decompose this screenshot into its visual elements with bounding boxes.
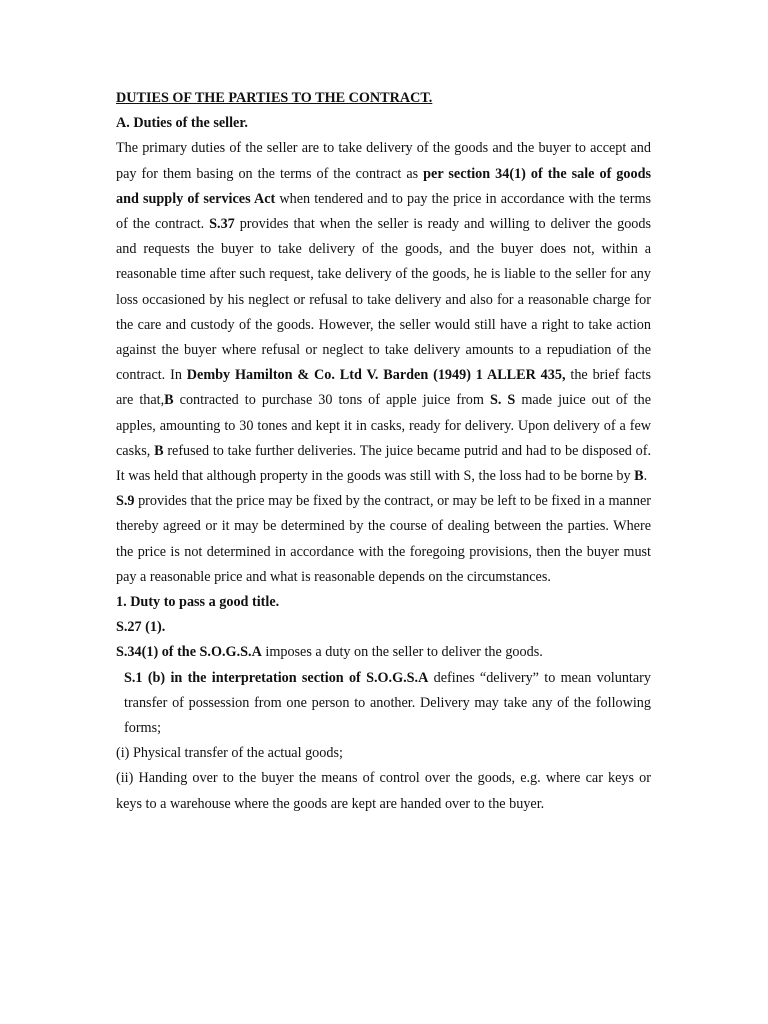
- paragraph-price: S.9 provides that the price may be fixed by the contract, or may be left to be fixed in a manner thereby agreed or it may be determined by the course of dealing between the parties. Where the price is not determined in accordance with the foregoing provisions, then the buyer must pay a reasonable price and what is reasonable depends on the circumstances.: [116, 493, 652, 585]
- paragraph-delivery-definition: S.1 (b) in the interpretation section of S.O.G.S.A defines “delivery” to mean voluntary transfer of possession from one person to another. Delivery may take any of the following forms;: [124, 669, 651, 737]
- section-ref-s27: S.27 (1).: [116, 619, 166, 636]
- delivery-form-1: (i) Physical transfer of the actual goods;: [116, 745, 343, 762]
- paragraph-deliver: S.34(1) of the S.O.G.S.A imposes a duty on the seller to deliver the goods.: [116, 644, 543, 661]
- document-title: DUTIES OF THE PARTIES TO THE CONTRACT.: [116, 90, 433, 106]
- paragraph-seller-duties: The primary duties of the seller are to take delivery of the goods and the buyer to accept and pay for them basing on the terms of the contract as per section 34(1) of the sale of goods and supply of services Act when tendered and to pay the price in accordance with the terms of the contract. S.37 provides that when the seller is ready and willing to deliver the goods and requests the buyer to take delivery of the goods, and the buyer does not, within a reasonable time after such request, take delivery of the goods, he is liable to the seller for any loss occasioned by his neglect or refusal to take delivery and also for a reasonable charge for the care and custody of the goods. However, the seller would still have a right to take action against the buyer where refusal or neglect to take delivery amounts to a repudiation of the contract. In Demby Hamilton & Co. Ltd V. Barden (1949) 1 ALLER 435, the brief facts are that,B contracted to purchase 30 tons of apple juice from S. S made juice out of the apples, amounting to 30 tones and kept it in casks, ready for delivery. Upon delivery of a few casks, B refused to take further deliveries. The juice became putrid and had to be disposed of. It was held that although property in the goods was still with S, the loss had to be borne by B.: [116, 140, 652, 485]
- document-page: [116, 86, 651, 817]
- delivery-form-2: (ii) Handing over to the buyer the means of control over the goods, e.g. where car keys or keys to a warehouse where the goods are kept are handed over to the buyer.: [116, 770, 651, 812]
- section-heading-seller: A. Duties of the seller.: [116, 115, 248, 132]
- item-good-title: 1. Duty to pass a good title.: [116, 594, 280, 611]
